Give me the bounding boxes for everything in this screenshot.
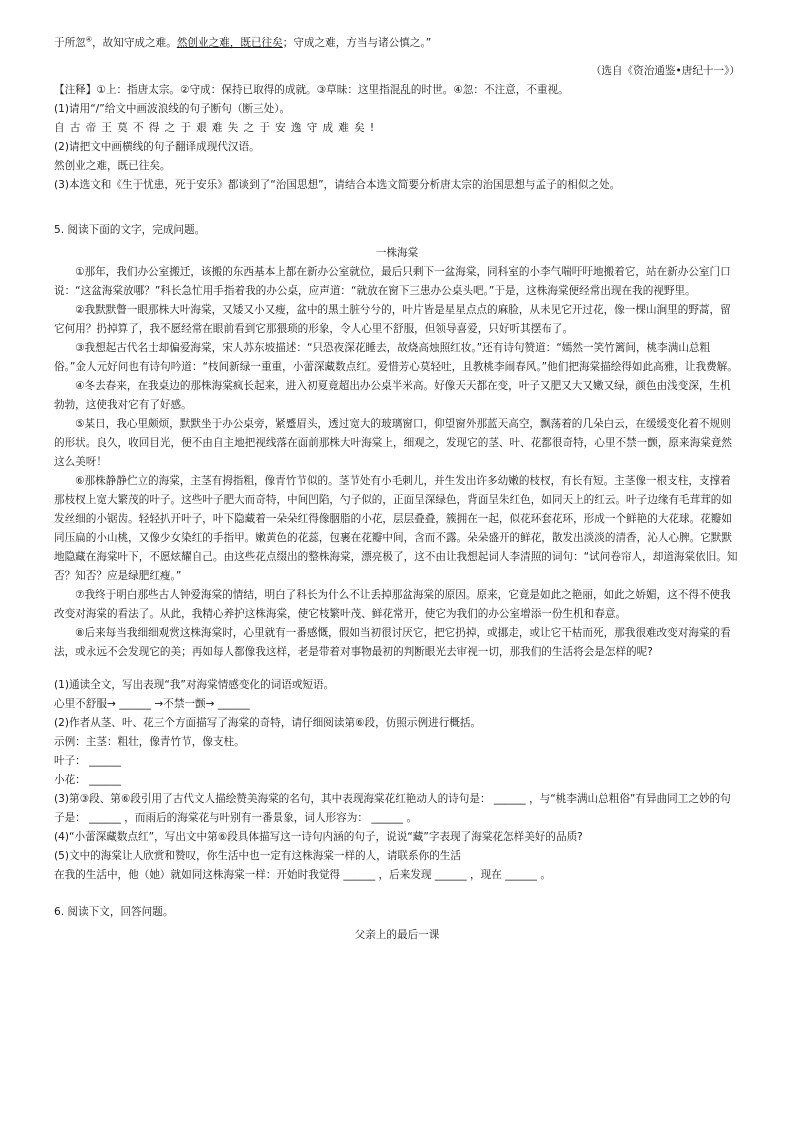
question-5-2-leaf-blank: 叶子： ______: [54, 755, 121, 767]
article-title-6: 父亲上的最后一课: [354, 929, 440, 941]
question-5-1: (1)通读全文，写出表现“我”对海棠情感变化的词语或短语。: [54, 679, 335, 691]
article-paragraph-4: ④冬去春来，在我桌边的那株海棠疯长起来，进入初夏竟超出办公桌半米高。好像天天都在变，叶子又肥又大又嫩又绿，颜色由浅变深，生机勃勃，这使我对它有了好感。: [54, 380, 731, 411]
question-4-2-sentence: 然创业之难，既已往矣。: [54, 160, 171, 172]
question-4-1-sentence: 自古帝王莫不得之于艰难失之于安逸守成难矣!: [54, 122, 380, 134]
question-5-2: (2)作者从茎、叶、花三个方面描写了海棠的奇特，请仔细阅读第⑥段，仿照示例进行概括。: [54, 717, 482, 729]
text-span: ；守成之难，方当与诸公慎之。”: [282, 37, 432, 49]
article-paragraph-5: ⑤某日，我心里颇烦，默默坐于办公桌旁，紧蹙眉头，透过宽大的玻璃窗口，仰望窗外那蓝天高空，飘荡着的几朵白云，在缓缓变化着不规则的形状。良久，收回目光，便不由自主地把视线落在面前那株大叶海棠上，细观之，发现它的茎、叶、花都很奇特，心里不禁一颤，原来海棠竟然这么美呀！: [54, 418, 732, 468]
question-5-2-flower-blank: 小花： ______: [54, 774, 121, 786]
article-paragraph-6: ⑥那株静静伫立的海棠，主茎有拇指粗，像青竹节似的。茎节处有小毛刺儿，并生发出许多幼嫩的枝杈，有长有短。主茎像一根支柱，支撑着那枝杈上宽大繁茂的叶子。这些叶子肥大而奇特，中间凹陷，勺子似的，正面呈深绿色，背面呈朱红色，如同天上的红云。叶子边缘有毛茸茸的如发丝细的小锯齿。轻轻扒开叶子，叶下隐藏着一朵朵红得像胭脂的小花，层层叠叠，簇拥在一起，似花环套花环，形成一个鲜艳的大花球。花瓣如同压扁的小山桃，又像少女染红的手指甲。嫩黄色的花蕊，包裹在花瓣中间，含而不露。朵朵盛开的鲜花，散发出淡淡的清香，沁人心脾。它默默地隐藏在海棠叶下，不愿炫耀自己。由这些花点缀出的整株海棠，漂亮极了，这不由让我想起词人李清照的词句：“试问卷帘人，却道海棠依旧。知否？知否？应是绿肥红瘦。”: [54, 475, 738, 582]
article-paragraph-7: ⑦我终于明白那些古人钟爱海棠的情结，明白了科长为什么不让丢掉那盆海棠的原因。原来，它竟是如此之艳丽，如此之娇媚，这不得不使我改变对海棠的看法了。从此，我精心养护这株海棠，使它枝繁叶茂、鲜花常开，使它为我们的办公室增添一份生机和春意。: [54, 589, 731, 620]
text-span: 于所忽: [54, 37, 86, 49]
article-paragraph-1: ①那年，我们办公室搬迁，该搬的东西基本上都在新办公室就位，最后只剩下一盆海棠，同科室的小李气喘吁吁地搬着它，站在新办公室门口说：“这盆海棠放哪？”科长急忙用手指着我的办公桌，应声道：“就放在窗下三患办公桌头吧。”于是，这株海棠便经常出现在我的视野里。: [54, 266, 731, 297]
question-5-5: (5)文中的海棠让人欣赏和赞叹，你生活中也一定有这株海棠一样的人，请联系你的生活: [54, 850, 461, 862]
article-title: 一株海棠: [375, 247, 419, 259]
article-paragraph-2: ②我默默瞥一眼那株大叶海棠，又矮又小又瘦，盆中的黑土脏兮兮的，叶片皆是星星点点的麻脸，从未见它开过花，像一棵山涧里的野蒿，留它何用？扔掉算了，我不愿经常在眼前看到它那猥琐的形象，令人心里不舒服，但领导喜爱，只好听其摆布了。: [54, 304, 731, 335]
passage-source: （选自《资治通鉴•唐纪十一》）: [590, 65, 740, 77]
question-5-1-blanks: 心里不舒服→ ______ →不禁一颤→ ______: [54, 698, 250, 710]
passage-closing-line: [54, 34, 740, 53]
article-paragraph-8: ⑧后来每当我细细观赏这株海棠时，心里就有一番感慨，假如当初很讨厌它，把它扔掉，或挪走，或让它干枯而死，那我很难改变对海棠的看法，或永远不会发现它的美；再如每人都像我这样，老是带着对事物最初的判断眼光去审视一切，那我们的生活将会是怎样的呢?: [54, 627, 731, 658]
question-4-2: (2)请把文中画横线的句子翻译成现代汉语。: [54, 141, 260, 153]
question-4-3: (3)本选文和《生于忧患，死于安乐》都谈到了“治国思想”，请结合本选文简要分析唐太宗的治国思想与孟子的相似之处。: [54, 179, 621, 191]
question-4-1: (1)请用“/”给文中画波浪线的句子断句（断三处）。: [54, 103, 291, 115]
question-5-3: (3)第③段、第⑥段引用了古代文人描绘赞美海棠的名句，其中表现海棠花红艳动人的诗句是： ______ ，与“桃李满山总粗俗”有异曲同工之妙的句子是： ______ ，而雨后的海棠花与叶别有一番景象，词人形容为： ______ 。: [54, 793, 731, 824]
annotation-notes: 【注释】①上：指唐太宗。②守成：保持已取得的成就。③草昧：这里指混乱的时世。④忽：不注意，不重视。: [54, 84, 569, 96]
text-span: ，故知守成之难。: [92, 37, 177, 49]
question-5-4: (4)“小蕾深藏数点红”，写出文中第⑥段具体描写这一诗句内涵的句子，说说“藏”字表现了海棠花怎样美好的品质?: [54, 831, 583, 843]
question-6-intro: 6. 阅读下文，回答问题。: [54, 906, 174, 918]
question-5-2-example: 示例：主茎：粗壮，像青竹节，像支柱。: [54, 736, 245, 748]
article-paragraph-3: ③我想起古代名士却偏爱海棠，宋人苏东坡描述：“只恐夜深花睡去，故烧高烛照红妆。”还有诗句赞道：“嫣然一笑竹篱间，桃李满山总粗俗。”金人元好问也有诗句吟道：“枝间新绿一重重，小蕾深藏数点红。爱惜芳心莫轻吐，且教桃李闹春风。”他们把海棠描绘得如此高雅，让我费解。: [54, 342, 738, 373]
question-5-intro: 5. 阅读下面的文字，完成问题。: [54, 224, 206, 236]
underlined-sentence: 然创业之难，既已往矣: [176, 37, 283, 49]
question-5-5-blanks: 在我的生活中，他（她）就如同这株海棠一样：开始时我觉得 ______ ，后来发现 ______ ，现在 ______ 。: [54, 869, 551, 881]
footnote-marker: ④: [85, 35, 93, 44]
document-page: [54, 34, 740, 945]
